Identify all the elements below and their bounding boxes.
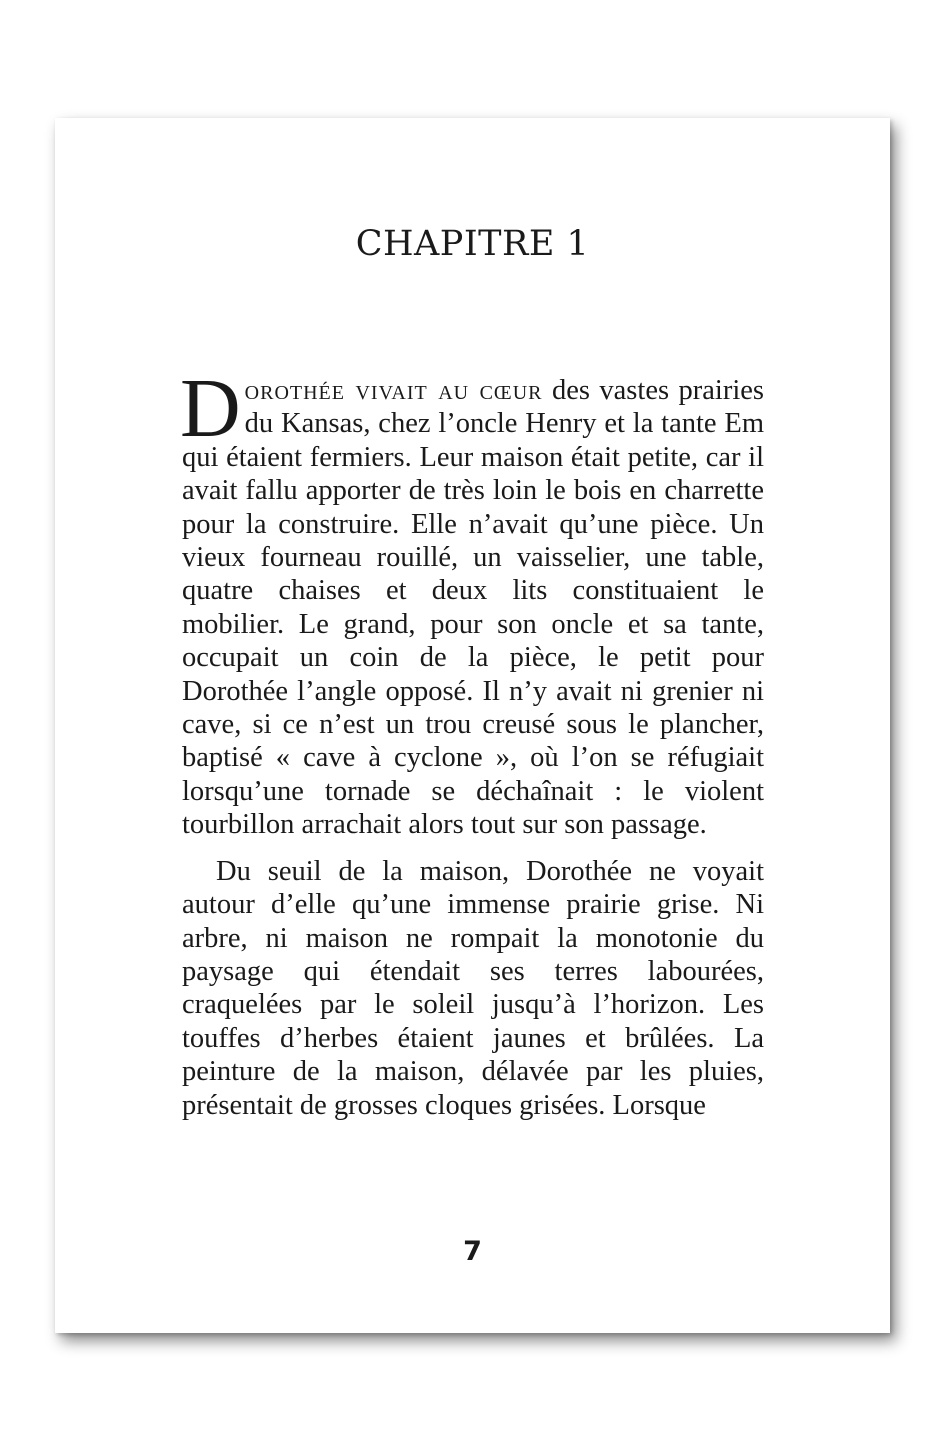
page-number: 7 bbox=[463, 1236, 482, 1267]
paragraph-1 bbox=[180, 362, 764, 842]
chapter-title: CHAPITRE 1 bbox=[355, 224, 590, 264]
body-text bbox=[180, 362, 764, 1122]
drop-cap: D bbox=[180, 362, 241, 455]
paragraph-1-text: des vastes prairies du Kansas, chez l’oncle Henry et la tante Em qui étaient fermiers. Leur maison était petite, car il avait fallu apporter de très loin le bois en charrette pour la construire. Elle n’avait qu’une pièce. Un vieux fourneau rouillé, un vaisselier, une table, quatre chaises et deux lits constituaient le mobilier. Le grand, pour son oncle et sa tante, occupait un coin de la pièce, le petit pour Dorothée l’angle opposé. Il n’y avait ni grenier ni cave, si ce n’est un trou creusé sous le plancher, baptisé « cave à cyclone », où l’on se réfugiait lorsqu’une tornade se déchaînait : le violent tourbillon arrachait alors tout sur son passage. bbox=[182, 375, 764, 841]
book-page bbox=[55, 118, 890, 1333]
paragraph-2: Du seuil de la maison, Dorothée ne voyait autour d’elle qu’une immense prairie grise. Ni arbre, ni maison ne rompait la monotonie du paysage qui étendait ses terres labourées, craquelées par le soleil jusqu’à l’horizon. Les touffes d’herbes étaient jaunes et brûlées. La peinture de la maison, délavée par les pluies, présentait de grosses cloques grisées. Lorsque bbox=[182, 855, 764, 1121]
opening-smallcaps: orothée vivait au cœur bbox=[244, 375, 543, 406]
